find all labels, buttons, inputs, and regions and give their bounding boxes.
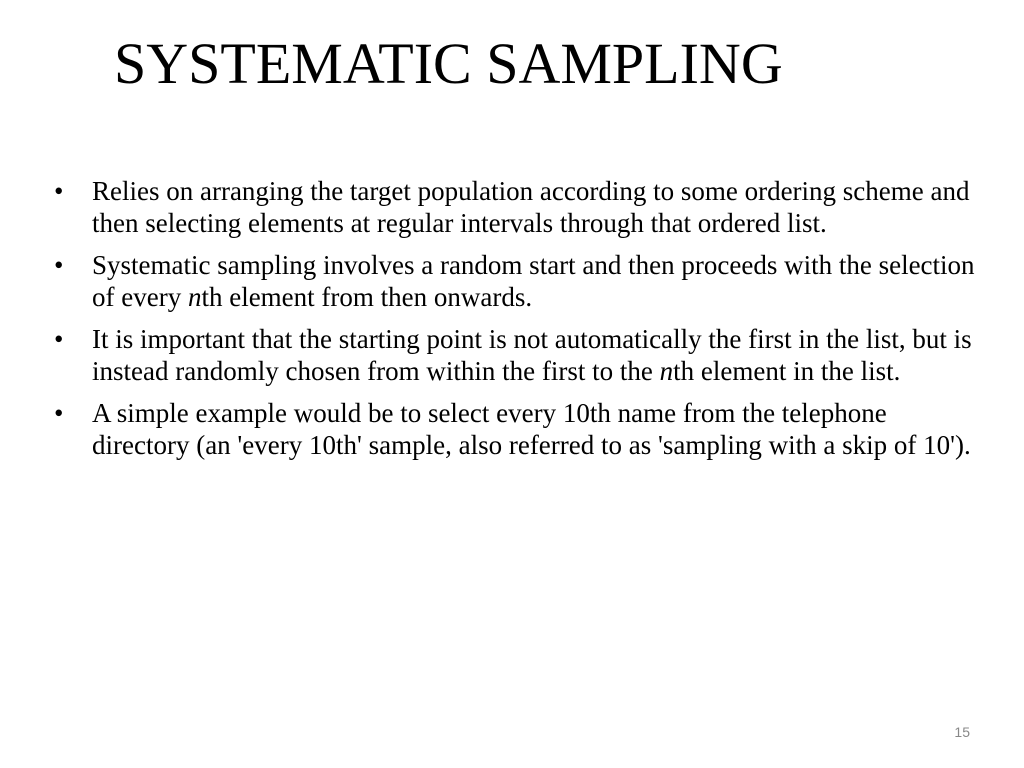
- bullet-item: [52, 397, 982, 461]
- bullet-dot-icon: •: [54, 176, 64, 206]
- bullet-item: [52, 323, 982, 387]
- bullet-text: A simple example would be to select every 10th name from the telephone directory (an 'every 10th' sample, also referred to as 'sampling with a skip of 10').: [92, 398, 971, 460]
- page-number: 15: [954, 724, 970, 740]
- bullet-list: [52, 175, 982, 471]
- bullet-text-segment: It is important that the starting point is not automatically the first in the list, but is instead randomly chosen from within the first to the: [92, 324, 972, 386]
- bullet-item: [52, 249, 982, 313]
- bullet-text-italic: n: [659, 356, 674, 386]
- bullet-item: [52, 175, 982, 239]
- bullet-text-segment: th element from then onwards.: [201, 282, 533, 312]
- bullet-text-segment: Systematic sampling involves a random start and then proceeds with the selection of every: [92, 250, 975, 312]
- bullet-text: [92, 324, 972, 386]
- bullet-dot-icon: •: [54, 250, 64, 280]
- bullet-text: Relies on arranging the target population according to some ordering scheme and then selecting elements at regular intervals through that ordered list.: [92, 176, 970, 238]
- bullet-text-segment: th element in the list.: [673, 356, 901, 386]
- bullet-dot-icon: •: [54, 324, 64, 354]
- bullet-text: [92, 250, 975, 312]
- bullet-dot-icon: •: [54, 398, 64, 428]
- slide-title: SYSTEMATIC SAMPLING: [114, 31, 783, 96]
- bullet-text-italic: n: [187, 282, 202, 312]
